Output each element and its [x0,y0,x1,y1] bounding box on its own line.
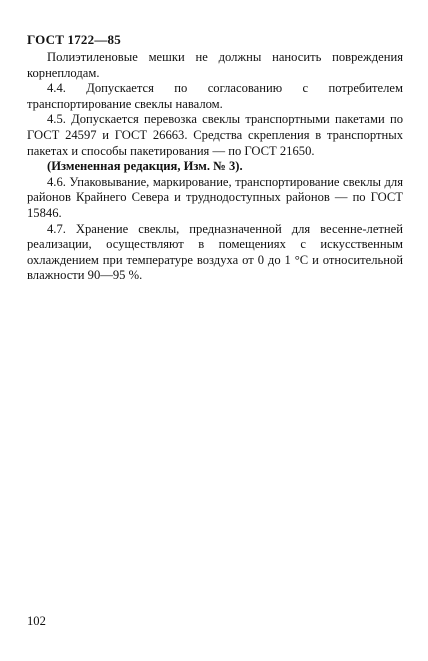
document-body [27,50,403,284]
paragraph-bags: Полиэтиленовые мешки не должны наносить повреждения корнеплодам. [27,50,403,80]
paragraph-4-6: 4.6. Упаковывание, маркирование, транспортирование свеклы для районов Крайнего Севера и труднодоступных районов — по ГОСТ 15846. [27,174,403,220]
amendment-note: (Измененная редакция, Изм. № 3). [47,159,243,174]
page-number: 102 [27,614,46,628]
paragraph-4-7: 4.7. Хранение свеклы, предназначенной для весенне-летней реализации, осуществляют в помещениях с искусственным охлаждением при температуре воздуха от 0 до 1 °С и относительной влажности 90—95 %. [27,221,403,283]
paragraph-4-4: 4.4. Допускается по согласованию с потребителем транспортирование свеклы навалом. [27,81,403,111]
document-code-header: ГОСТ 1722—85 [27,32,121,47]
paragraph-4-5: 4.5. Допускается перевозка свеклы транспортными пакетами по ГОСТ 24597 и ГОСТ 26663. Средства скрепления в транспортных пакетах и способы пакетирования — по ГОСТ 21650. [27,112,403,158]
